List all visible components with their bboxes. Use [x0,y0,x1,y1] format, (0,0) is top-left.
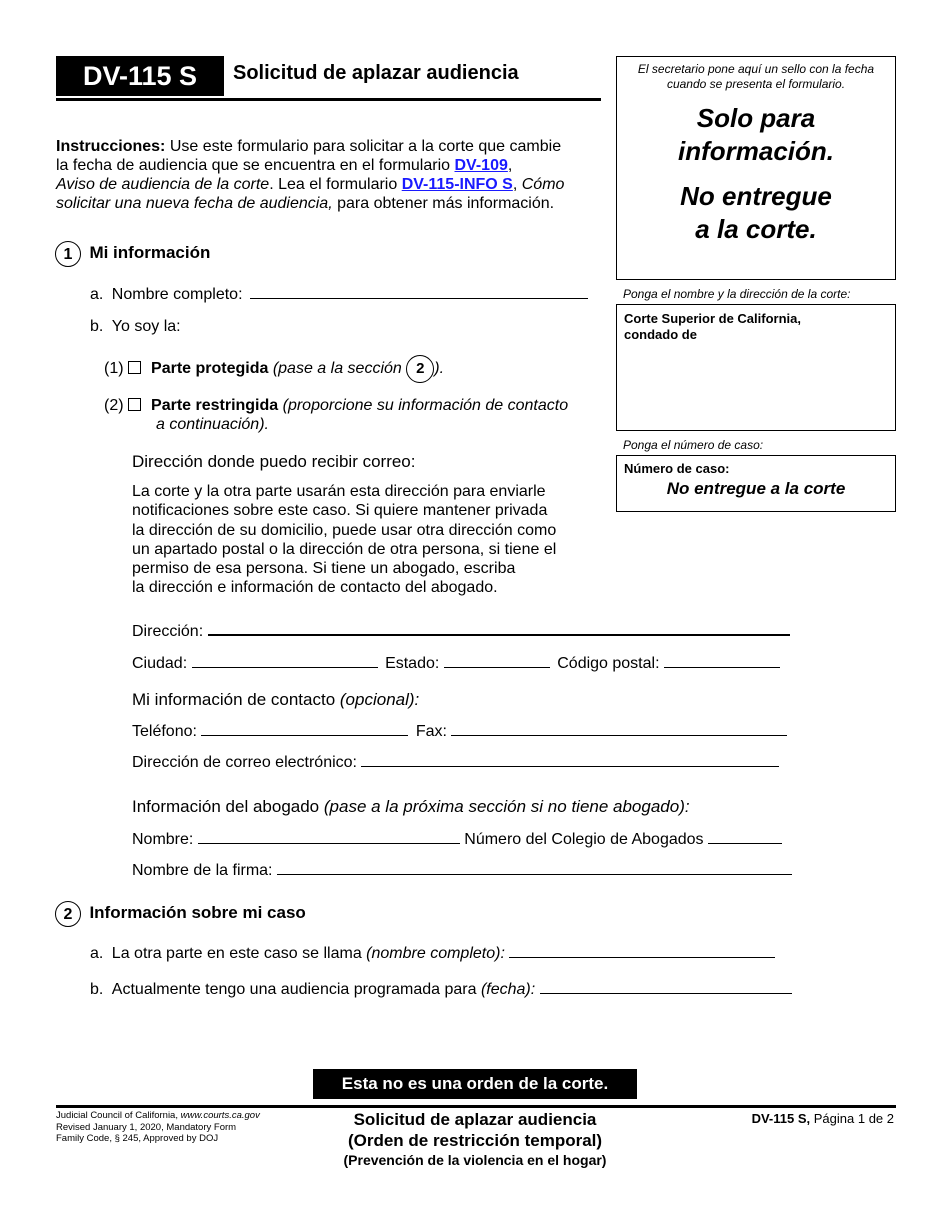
city-state-zip-row: Ciudad: Estado: Código postal: [132,652,780,673]
zip-field[interactable] [664,652,780,668]
case-number-value: No entregue a la corte [666,479,846,498]
hearing-date-row: b. Actualmente tengo una audiencia programada para (fecha): [90,978,792,999]
section-1-title: Mi información [89,243,211,262]
form-code: DV-115 S [82,61,198,91]
header-rule [56,98,601,101]
info-only-line3: No entregue [680,181,832,211]
firm-name-row: Nombre de la firma: [132,859,792,880]
section-2-ref: 2 [406,355,434,383]
form-code-badge [56,56,224,96]
footer-page-number: DV-115 S, Página 1 de 2 [751,1111,894,1126]
court-name-box[interactable] [616,304,896,431]
address-row: Dirección: [132,619,790,641]
mailing-address-heading: Dirección donde puedo recibir correo: [132,452,416,471]
restrained-party-option: (2) Parte restringida (proporcione su información de contacto a continuación). [104,397,569,433]
lawyer-info-heading: Información del abogado (pase a la próxima sección si no tiene abogado): [132,797,690,816]
protected-party-checkbox[interactable] [128,361,141,374]
phone-fax-row: Teléfono: Fax: [132,720,787,741]
not-court-order-banner: Esta no es una orden de la corte. [313,1069,637,1099]
lawyer-name-field[interactable] [198,828,460,844]
email-field[interactable] [361,751,779,767]
section-1-number: 1 [55,241,81,267]
state-field[interactable] [444,652,550,668]
protected-party-option: (1) Parte protegida (pase a la sección 2 ). [104,355,444,383]
mailing-address-explanation: La corte y la otra parte usarán esta dirección para enviarle notificaciones sobre este caso. Si quiere mantener privada la dirección de su domicilio, puede usar otra dirección como un apartado postal o la dirección de otra persona, si tiene el permiso de esa persona. Si tiene un abogado, escriba la dirección e información de contacto del abogado. [132,483,557,597]
other-party-name-field[interactable] [509,942,775,958]
clerk-stamp-note: El secretario pone aquí un sello con la fecha cuando se presenta el formulario. [637,62,875,91]
footer-title: Solicitud de aplazar audiencia (Orden de restricción temporal) (Prevención de la violencia en el hogar) [343,1110,607,1168]
court-name-line1: Corte Superior de California, [624,311,801,326]
other-party-row: a. La otra parte en este caso se llama (nombre completo): [90,942,775,963]
court-name-line2: condado de [624,327,697,342]
link-dv-115-info[interactable]: DV-115-INFO S [401,176,513,193]
info-only-line4: a la corte. [695,214,817,244]
section-2-heading [55,901,306,927]
form-title: Solicitud de aplazar audiencia [233,62,519,84]
bar-number-field[interactable] [708,828,782,844]
courts-website: www.courts.ca.gov [180,1110,260,1121]
court-box-caption: Ponga el nombre y la dirección de la corte: [623,287,851,301]
contact-info-heading: Mi información de contacto (opcional): [132,690,420,709]
fax-field[interactable] [451,720,787,736]
firm-name-field[interactable] [277,859,792,875]
email-row: Dirección de correo electrónico: [132,751,779,772]
full-name-field[interactable] [250,283,588,299]
link-dv-109[interactable]: DV-109 [454,157,508,174]
info-only-line1: Solo para [696,103,816,133]
lawyer-name-row: Nombre: Número del Colegio de Abogados [132,828,782,849]
case-number-box[interactable] [616,455,896,512]
instructions: Instrucciones: Use este formulario para solicitar a la corte que cambie la fecha de audiencia que se encuentra en el formulario DV-109, Aviso de audiencia de la corte. Lea el formulario DV-115-INFO S, Cómo solicitar una nueva fecha de audiencia, para obtener más información. [56,138,565,212]
city-field[interactable] [192,652,378,668]
case-number-label: Número de caso: [624,461,730,476]
clerk-stamp-box [616,56,896,280]
section-2-title: Información sobre mi caso [89,903,306,922]
footer-left-info: Judicial Council of California, www.courts.ca.gov Revised January 1, 2020, Mandatory Form Family Code, § 245, Approved by DOJ [56,1110,260,1144]
address-field[interactable] [208,619,790,636]
section-1-heading [55,241,210,267]
section-2-number: 2 [55,901,81,927]
party-type-row: b. Yo soy la: [90,318,181,335]
restrained-party-checkbox[interactable] [128,398,141,411]
footer-rule [56,1105,896,1108]
case-box-caption: Ponga el número de caso: [623,438,764,452]
hearing-date-field[interactable] [540,978,792,994]
instructions-label: Instrucciones: [56,138,166,155]
info-only-line2: información. [677,136,834,166]
full-name-row: a. Nombre completo: [90,283,588,304]
phone-field[interactable] [201,720,408,736]
